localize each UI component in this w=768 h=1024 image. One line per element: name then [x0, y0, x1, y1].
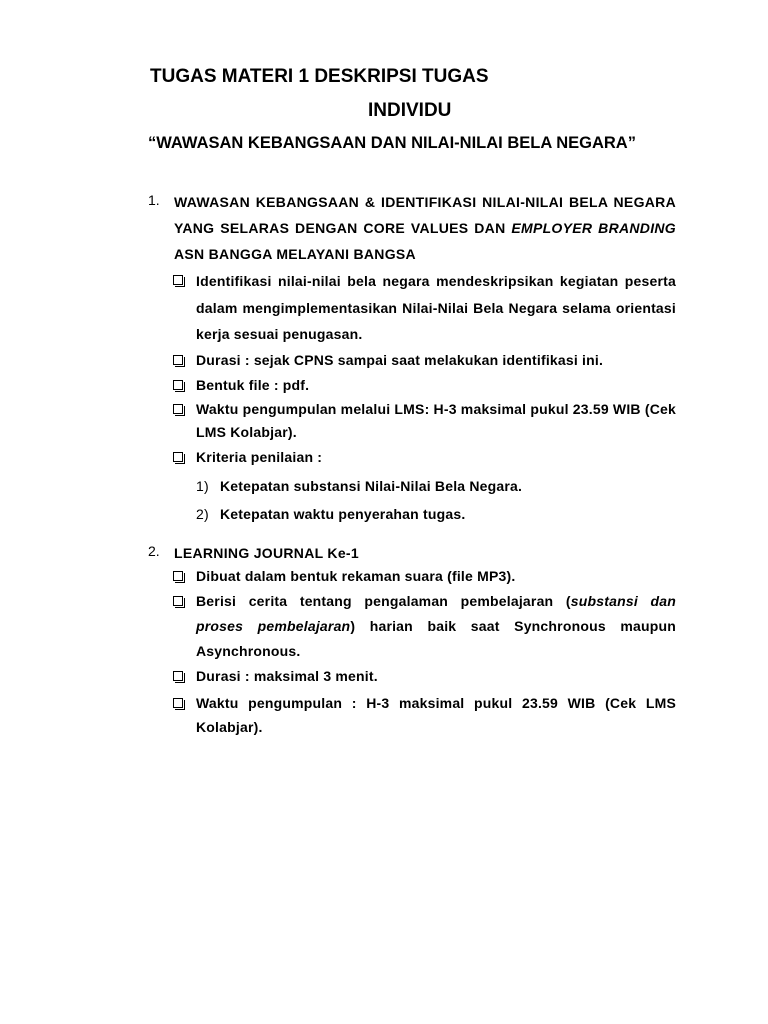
list-item [174, 445, 676, 470]
list-item-text: Waktu pengumpulan melalui LMS: H-3 maksimal pukul 23.59 WIB (Cek LMS Kolabjar). [196, 400, 676, 440]
checkbox-bullet-icon [173, 698, 183, 708]
section-1-heading-text-end: ASN BANGGA MELAYANI BANGSA [174, 246, 416, 262]
list-item-text: Durasi : sejak CPNS sampai saat melakukan identifikasi ini. [196, 351, 604, 368]
list-item-text: Dibuat dalam bentuk rekaman suara (file MP3). [196, 568, 516, 584]
criteria-item [174, 500, 676, 528]
list-item-text: Berisi cerita tentang pengalaman pembelajaran ( [196, 593, 571, 609]
list-item-italic-text: substansi dan proses pembelajaran [196, 593, 676, 634]
checkbox-bullet-icon [173, 355, 183, 365]
section-1-body [174, 189, 676, 528]
title-line-1: TUGAS MATERI 1 DESKRIPSI TUGAS [150, 66, 489, 87]
section-1-number: 1. [148, 192, 160, 208]
section-2-body [174, 541, 676, 739]
checkbox-bullet-icon [173, 380, 183, 390]
criteria-text: Ketepatan waktu penyerahan tugas. [220, 505, 466, 522]
section-1-heading [174, 189, 676, 267]
criteria-text: Ketepatan substansi Nilai-Nilai Bela Negara. [220, 477, 523, 494]
checkbox-bullet-icon [173, 452, 183, 462]
list-item [174, 373, 676, 398]
list-item [174, 691, 676, 739]
checkbox-bullet-icon [173, 571, 183, 581]
section-2-number: 2. [148, 543, 160, 559]
list-item-text: Durasi : maksimal 3 menit. [196, 668, 378, 684]
checkbox-bullet-icon [173, 671, 183, 681]
list-item-text: Kriteria penilaian : [196, 448, 323, 465]
list-item-text-end: ) harian baik saat Synchronous maupun Asynchronous. [196, 618, 676, 659]
title-line-2: INDIVIDU [368, 100, 452, 121]
criteria-item [174, 472, 676, 500]
list-item [174, 565, 676, 587]
checkbox-bullet-icon [173, 275, 183, 285]
section-1-heading-italic: EMPLOYER BRANDING [511, 220, 676, 236]
criteria-number: 2) [196, 505, 209, 522]
criteria-number: 1) [196, 477, 209, 494]
list-item [174, 268, 676, 348]
section-1 [148, 189, 676, 528]
list-item-text: Bentuk file : pdf. [196, 376, 310, 393]
section-2 [148, 541, 676, 739]
list-item [174, 664, 676, 689]
list-item-text: Waktu pengumpulan : H-3 maksimal pukul 23.59 WIB (Cek LMS Kolabjar). [196, 695, 676, 735]
list-item [174, 398, 676, 444]
list-item [174, 348, 676, 373]
checkbox-bullet-icon [173, 596, 183, 606]
list-item-text: Identifikasi nilai-nilai bela negara mendeskripsikan kegiatan peserta dalam mengimplementasikan Nilai-Nilai Bela Negara selama orientasi kerja sesuai penugasan. [196, 273, 676, 342]
title-subtitle: “WAWASAN KEBANGSAAN DAN NILAI-NILAI BELA NEGARA” [148, 134, 636, 152]
checkbox-bullet-icon [173, 404, 183, 414]
section-2-heading: LEARNING JOURNAL Ke-1 [174, 545, 359, 561]
section-1-heading-text: WAWASAN KEBANGSAAN & IDENTIFIKASI NILAI-NILAI BELA NEGARA YANG SELARAS DENGAN CORE VALUES DAN [174, 194, 676, 236]
list-item [174, 589, 676, 664]
